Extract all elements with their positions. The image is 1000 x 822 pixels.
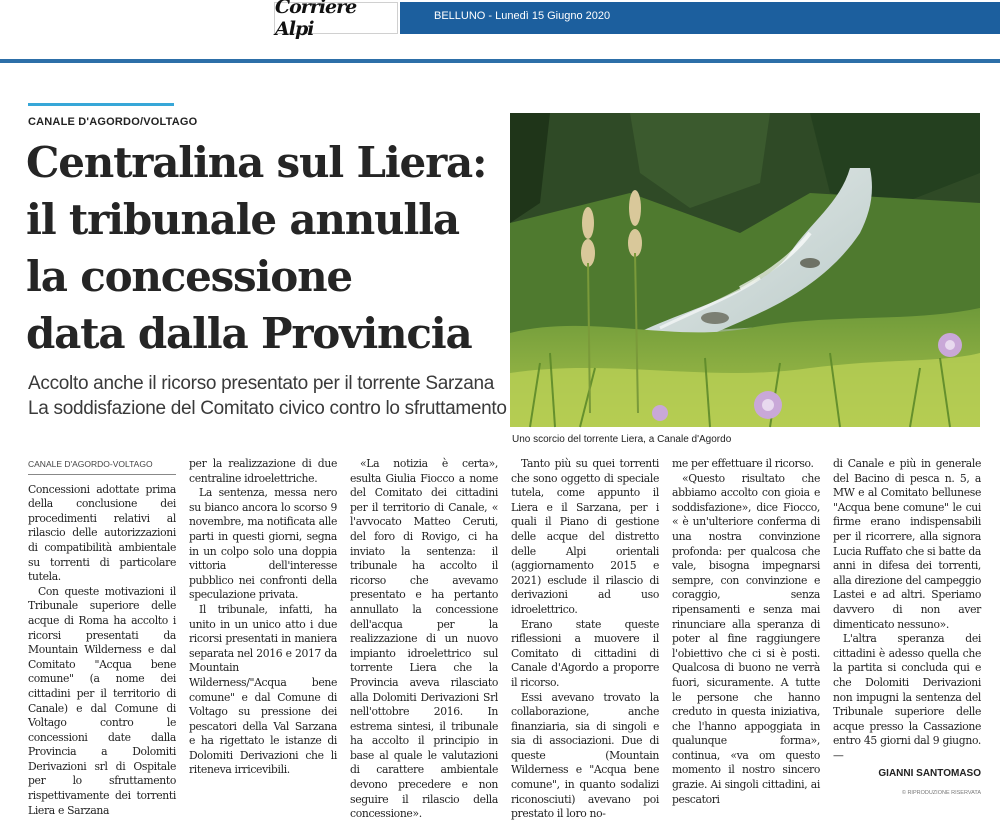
subheadline bbox=[28, 371, 508, 421]
article-paragraph: Essi avevano trovato la collaborazione, anche finanziaria, sia di singoli e sia di associazioni. Due di queste (Mountain Wilderness e "Acqua bene comune", in quanto sodalizi riconosciuti) avevano poi prestato il loro no- bbox=[511, 690, 659, 821]
article-paragraph: di Canale e più in generale del Bacino di pesca n. 5, a MW e al Comitato bellunese "Acqua bene comune" le cui firme erano indispensabili per il ricorrere, alla signora Lucia Ruffato che si batte da anni in difesa dei torrenti, alla direzione del campeggio Lastei e ad altri. Speriamo davvero di non aver dimenticato nessuno». bbox=[833, 457, 981, 631]
article-paragraph: per la realizzazione di due centraline idroelettriche. bbox=[189, 457, 337, 485]
article-column-6 bbox=[833, 457, 981, 801]
article-column-3 bbox=[350, 457, 498, 822]
subheadline-line: Accolto anche il ricorso presentato per il torrente Sarzana bbox=[28, 373, 494, 394]
author-signature: GIANNI SANTOMASO bbox=[878, 768, 981, 780]
dateline-bar bbox=[400, 2, 1000, 34]
headline-line: il tribunale annulla bbox=[26, 195, 459, 244]
article-paragraph: La sentenza, messa nero su bianco ancora lo scorso 9 novembre, ma notificata alle parti in questi giorni, segna in un colpo solo una doppia vittoria dell'interesse pubblico nei confronti della speculazione privata. bbox=[189, 486, 337, 602]
article-paragraph: Concessioni adottate prima della conclusione dei procedimenti relativi al rilascio delle autorizzazioni di compatibilità ambientale su torrenti di particolare tutela. bbox=[28, 482, 176, 584]
article-paragraph: «Questo risultato che abbiamo accolto con gioia e soddisfazione», dice Fiocco, « è un'ulteriore conferma di una nostra convinzione profonda: per qualcosa che vale, bisogna impegnarsi sempre, con convinzione e coraggio, senza ripensamenti e senza mai rinunciare alla speranza di poter al fine raggiungere l'obiettivo che ci si è posti. Qualcosa di buono ne verrà fuori, sicuramente. A tutte le persone che hanno creduto in questa iniziativa, che l'hanno appoggiata in qualunque forma», continua, «va om questo momento il nostro sincero grazie. Ai singoli cittadini, ai pescatori bbox=[672, 471, 820, 806]
newspaper-logo: Corriere Alpi bbox=[274, 2, 398, 34]
article-column-1 bbox=[28, 457, 176, 818]
article-paragraph: Erano state queste riflessioni a muovere il Comitato di cittadini di Canale d'Agordo a proporre il ricorso. bbox=[511, 617, 659, 689]
article-paragraph: L'altra speranza dei cittadini è adesso quella che la partita si concluda qui e che Dolomiti Derivazioni non impugni la sentenza del Tribunale superiore delle acque presso la Cassazione entro 45 giorni dal 9 giugno. — bbox=[833, 632, 981, 762]
article-column-5 bbox=[672, 457, 820, 807]
article-paragraph: Il tribunale, infatti, ha unito in un unico atto i due ricorsi presentati in maniera separata nel 2016 e 2017 da Mountain Wilderness/"Acqua bene comune" e dal Comune di Voltago su pressione dei pescatori della Val Sarzana e ha rigettato le istanze di Dolomiti Derivazioni che li riteneva irricevibili. bbox=[189, 602, 337, 777]
section-accent-bar bbox=[28, 103, 174, 106]
article-column-4 bbox=[511, 457, 659, 822]
section-label: CANALE D'AGORDO/VOLTAGO bbox=[28, 116, 198, 128]
edition-dateline: BELLUNO - Lunedì 15 Giugno 2020 bbox=[434, 10, 611, 22]
article-paragraph: Tanto più su quei torrenti che sono oggetto di speciale tutela, come appunto il Liera e il Sarzana, per i quali il Piano di gestione delle acque del distretto delle Alpi orientali (aggiornamento 2015 e 2021) esclude il rilascio di derivazioni ad uso idroelettrico. bbox=[511, 457, 659, 616]
rights-notice: © RIPRODUZIONE RISERVATA bbox=[901, 790, 981, 797]
article-paragraph: me per effettuare il ricorso. bbox=[672, 457, 814, 470]
headline-line: Centralina sul Liera: bbox=[26, 138, 487, 187]
article-photo bbox=[510, 113, 980, 427]
stream-photo-illustration bbox=[510, 113, 980, 427]
page-header bbox=[0, 0, 1000, 40]
article-dateline: CANALE D'AGORDO-VOLTAGO bbox=[28, 457, 176, 475]
subheadline-line: La soddisfazione del Comitato civico contro lo sfruttamento bbox=[28, 398, 507, 419]
photo-caption: Uno scorcio del torrente Liera, a Canale d'Agordo bbox=[512, 434, 732, 445]
article-column-2 bbox=[189, 457, 337, 778]
headline-line: data dalla Provincia bbox=[26, 309, 472, 358]
header-rule bbox=[0, 59, 1000, 63]
article-paragraph: Con queste motivazioni il Tribunale superiore delle acque di Roma ha accolto i ricorsi presentati da Mountain Wilderness e dal Comitato "Acqua bene comune" (a nome dei cittadini per il territorio di Canale) e dal Comune di Voltago contro le concessioni date dalla Provincia a Dolomiti Derivazioni srl di Ospitale per lo sfruttamento rispettivamente dei torrenti Liera e Sarzana bbox=[28, 584, 176, 817]
headline bbox=[26, 134, 506, 362]
article-paragraph: «La notizia è certa», esulta Giulia Fiocco a nome del Comitato dei cittadini per il territorio di Canale, « l'avvocato Matteo Ceruti, del foro di Rovigo, ci ha inviato la sentenza: il tribunale ha accolto il ricorso che avevamo presentato e ha pertanto annullato la concessione dell'acqua per la realizzazione di un nuovo impianto idroelettrico sul torrente Liera che la Provincia aveva rilasciato alla Dolomiti Derivazioni Srl nell'ottobre 2016. In estrema sintesi, il tribunale ha accolto il principio in base al quale le valutazioni di carattere ambientale devono precedere e non seguire il rilascio della concessione». bbox=[350, 457, 498, 821]
headline-line: la concessione bbox=[26, 252, 352, 301]
